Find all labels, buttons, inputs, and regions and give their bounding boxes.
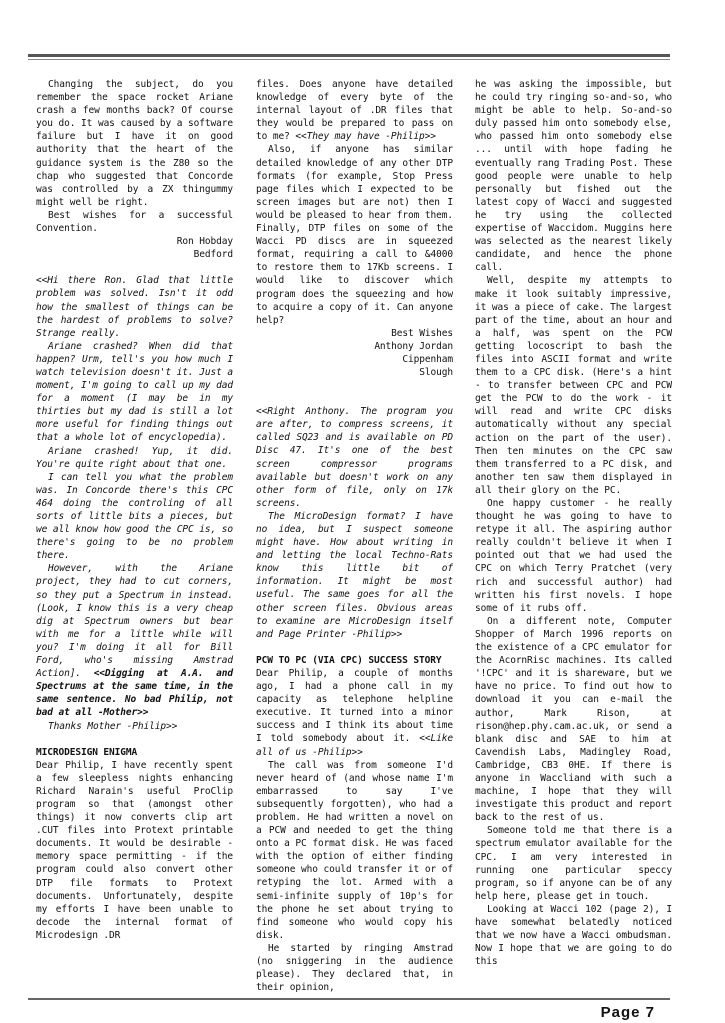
editor-reply	[36, 562, 233, 719]
letter-paragraph: Looking at Wacci 102 (page 2), I have somewhat belatedly noticed that we now have a Wacci ombudsman. Now I hope that we are going to do this	[475, 903, 672, 968]
editor-reply: Ariane crashed? When did that happen? Urm, tell's you how much I watch television doesn't it. Just a moment, I'm going to call up my dad for a moment (I may be in my thirties but my dad is still a lot more useful for finding things out that a whole lot of encyclopedia).	[36, 340, 233, 444]
signature-town: Bedford	[193, 249, 233, 261]
top-rule-thin	[28, 59, 670, 60]
signature-name: Ron Hobday	[176, 236, 233, 248]
editor-reply-text: However, with the Ariane project, they had to cut corners, so they put a Spectrum in instead. (Look, I know this is a very cheap dig at Spectrum owners but bear with me for a little while will you? I'm doing it all for Bill Ford, who's missing Amstrad Action].	[36, 563, 233, 680]
column-1	[36, 78, 233, 942]
signature-town: Slough	[419, 367, 453, 379]
letter-paragraph	[256, 78, 453, 143]
letter-paragraph	[256, 667, 453, 759]
editor-reply: The MicroDesign format? I have no idea, but I suspect someone might have. How about writing in and letting the local Techno-Rats know this little bit of information. It might be most useful. The same goes for all the other screen files. Obvious areas to examine are MicroDesign itself and Page Printer -Philip>>	[256, 510, 453, 640]
letter-paragraph: Dear Philip, I have recently spent a few sleepless nights enhancing Richard Narain's useful ProClip program so that (amongst other things) it now converts clip art .CUT files into Protext printable documents. It would be desirable - memory space permitting - if the program could also convert other DTP file formats to Protext documents. Unfortunately, despite my efforts I have been unable to decode the internal format of Microdesign .DR	[36, 759, 233, 941]
letter-text: Dear Philip, a couple of months ago, I had a phone call in my capacity as telephone helpline executive. It turned into a minor success and I think its about time I told somebody about it.	[256, 667, 453, 745]
section-heading: MICRODESIGN ENIGMA	[36, 746, 138, 758]
letter-paragraph: Someone told me that there is a spectrum emulator available for the CPC. I am very interested in running one particular speccy program, so if anyone can be of any help here, please get in touch.	[475, 825, 672, 902]
column-2	[256, 78, 453, 994]
mother-comment: <<Digging at A.A. and Spectrums at the same time, in the same sentence. No bad Philip, not bad at all -Mother>>	[36, 668, 234, 719]
letter-paragraph: One happy customer - he really thought he was going to have to retype it all. The aspiring author really couldn't believe it when I pointed out that we had used the CPC on which Terry Pratchet (very rich and successful author) had written his first novels. I hope some of it rubs off.	[475, 498, 672, 614]
bottom-rule	[28, 998, 670, 1000]
editor-reply: <<Right Anthony. The program you are after, to compress screens, it called SQ23 and is available on PD Disc 47. It's one of the best screen compressor programs available but doesn't work on any other form of file, only on 17k screens.	[256, 406, 453, 509]
letter-paragraph: Best wishes for a successful Convention.	[36, 209, 233, 235]
signature-name: Anthony Jordan	[374, 340, 453, 352]
editor-reply: Ariane crashed! Yup, it did. You're quite right about that one.	[36, 445, 233, 470]
signature-town: Cippenham	[402, 353, 453, 365]
page-number: Page 7	[600, 1004, 655, 1021]
editor-aside: <<They may have -Philip>>	[295, 131, 436, 143]
signature-line: Best Wishes	[391, 327, 453, 339]
letter-paragraph: Changing the subject, do you remember the space rocket Ariane crash a few months back? Of course you do. It was caused by a software failure but I have it on good authority that the heart of the guidance system is the Z80 so the chap who suggested that Concorde was controlled by a ZX thingummy might well be right.	[36, 79, 233, 208]
letter-text: files. Does anyone have detailed knowledge of every byte of the internal layout of .DR files that they would be prepared to pass on to me?	[256, 79, 453, 143]
letter-paragraph: Also, if anyone has similar detailed knowledge of any other DTP formats (for example, Stop Press page files which I expected to be screen images but are not) then I would be pleased to hear from them. Finally, DTP files on some of the Wacci PD discs are in squeezed format, requiring a call to &4000 to restore them to 17Kb screens. I would like to discover which program does the squeezing and how to acquire a copy of it. Can anyone help?	[256, 144, 453, 326]
top-rule	[28, 54, 670, 57]
letter-paragraph: he was asking the impossible, but he could try ringing so-and-so, who might be able to help. So-and-so duly passed him onto somebody else, who passed him onto somebody else ... until with hope fading he eventually rang Trading Post. These good people were unable to help personally but fished out the latest copy of Wacci and suggested he try using the collected expertise of Waccidom. Muggins here was selected as the nearest likely candidate, and hence the phone call.	[475, 79, 672, 274]
editor-reply: <<Hi there Ron. Glad that little problem was solved. Isn't it odd how the smallest of things can be the hardest of problems to solve? Strange really.	[36, 275, 233, 339]
editor-aside: <<Like all of us -Philip>>	[256, 733, 453, 758]
letter-paragraph: Well, despite my attempts to make it look suitably impressive, it was a piece of cake. The largest part of the time, about an hour and a half, was spent on the PCW getting locoscript to bash the files into ASCII format and write them to a CPC disk. (Here's a hint - to transfer between CPC and PCW get the PCW to do the work - it will read and write CPC disks automatically without any special action on the part of the user). Then ten minutes on the CPC saw them transferred to a PC disk, and another ten saw them displayed in all their glory on the PC.	[475, 275, 672, 496]
editor-reply: Thanks Mother -Philip>>	[48, 720, 178, 732]
letter-paragraph: The call was from someone I'd never heard of (and whose name I'm embarrassed to say I've subsequently forgotten), who had a problem. He had written a novel on a PCW and needed to get the thing onto a PC format disk. He was faced with the option of either finding someone who could transfer it or of retyping the lot. Armed with a semi-infinite supply of 10p's for the phone he set about trying to find someone who would copy his disk.	[256, 759, 453, 941]
column-3	[475, 78, 672, 968]
section-heading: PCW TO PC (VIA CPC) SUCCESS STORY	[256, 654, 442, 666]
letter-paragraph: He started by ringing Amstrad (no sniggering in the audience please). They declared that, in their opinion,	[256, 942, 453, 994]
letter-paragraph: On a different note, Computer Shopper of March 1996 reports on the existence of a CPC emulator for the AcornRisc machines. Its called '!CPC' and it is shareware, but we have no price. To find out how to download it you can e-mail the author, Mark Rison, at rison@hep.phy.cam.ac.uk, or send a blank disc and SAE to him at Cavendish Labs, Madingley Road, Cambridge, CB3 0HE. If there is anyone in Waccliand with such a machine, I hope that they will investigate this product and report back to the rest of us.	[475, 615, 672, 824]
editor-reply: I can tell you what the problem was. In Concorde there's this CPC 464 doing the controling of all sorts of little bits a pieces, but we all know how good the CPC is, so there's going to be no problem there.	[36, 471, 233, 562]
